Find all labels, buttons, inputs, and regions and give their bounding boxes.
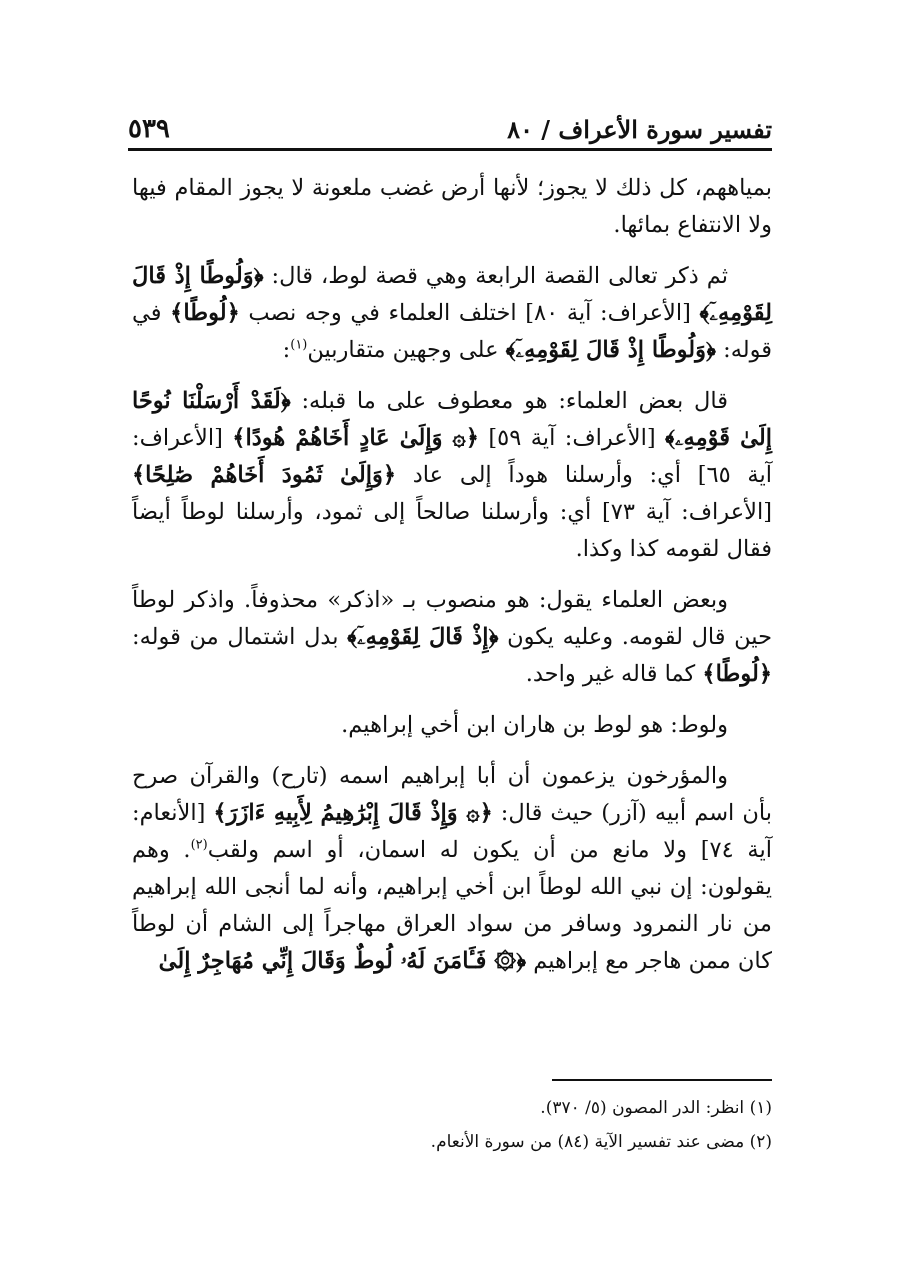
footnote-rule [552, 1079, 772, 1081]
paragraph-text: ولوط: هو لوط بن هاران ابن أخي إبراهيم. [341, 712, 728, 738]
paragraph-text: بدل اشتمال من قوله: [132, 624, 348, 650]
paragraph [132, 383, 772, 568]
quran-quote: ﴿وَإِلَىٰ ثَمُودَ أَخَاهُمْ صَٰلِحًا﴾ [132, 462, 397, 488]
paragraph-text: ثم ذكر تعالى القصة الرابعة وهي قصة لوط، قال: [263, 263, 728, 289]
paragraph-text: [الأعراف: آية ٧٣] أي: وأرسلنا صالحاً إلى ثمود، وأرسلنا لوطاً أيضاً فقال لقومه كذا وكذا. [132, 499, 772, 562]
paragraph-text: . وهم يقولون: إن نبي الله لوطاً ابن أخي إبراهيم، وأنه لما أنجى الله إبراهيم من نار النمرود وسافر من سواد العراق مهاجراً إلى الشام أن لوطاً كان ممن هاجر مع إبراهيم [132, 837, 772, 974]
quran-quote: ﴿لُوطًا﴾ [170, 300, 240, 326]
quran-quote: ﴿وَلُوطًا إِذْ قَالَ لِقَوْمِهِۦٓ﴾ [132, 263, 773, 326]
paragraph-text: : [282, 337, 291, 363]
paragraph-text: بمياههم، كل ذلك لا يجوز؛ لأنها أرض غضب ملعونة لا يجوز المقام فيها ولا الانتفاع بمائها. [132, 175, 772, 238]
paragraph-text: وبعض العلماء يقول: هو منصوب بـ «اذكر» محذوفاً. واذكر لوطاً حين قال لقومه. وعليه يكون [132, 587, 772, 650]
quran-quote: ﴿إِذْ قَالَ لِقَوْمِهِۦٓ﴾ [347, 624, 499, 650]
paragraph-text: والمؤرخون يزعمون أن أبا إبراهيم اسمه (تارح) والقرآن صرح بأن اسم أبيه (آزر) حيث قال: [132, 763, 772, 826]
paragraph-text: [الأعراف: آية ٨٠] اختلف العلماء في وجه نصب [239, 300, 700, 326]
header-rule [128, 148, 772, 151]
footnote-ref: (١) [290, 337, 308, 353]
paragraph [132, 582, 772, 693]
footnote-ref: (٢) [190, 837, 208, 853]
footnote [132, 1125, 772, 1159]
paragraph [132, 707, 772, 744]
quran-quote: ﴿۞ فَـَٔامَنَ لَهُۥ لُوطٌ وَقَالَ إِنِّي مُهَاجِرٌ إِلَىٰ [158, 948, 527, 974]
paragraph-text: [الأنعام: آية ٧٤] ولا مانع من أن يكون له اسمان، أو اسم ولقب [132, 800, 772, 863]
paragraph-text: قال بعض العلماء: هو معطوف على ما قبله: [290, 388, 728, 414]
footnotes [132, 1091, 772, 1159]
paragraph [132, 758, 772, 980]
page-number: ٥٣٩ [128, 114, 170, 144]
footnote-text: انظر: الدر المصون (٥/ ٣٧٠). [540, 1098, 745, 1118]
body-text [132, 170, 772, 994]
paragraph-text: كما قاله غير واحد. [525, 661, 703, 687]
paragraph-text: [الأعراف: آية ٥٩] [478, 425, 666, 451]
footnote-number: (١) [749, 1098, 772, 1118]
quran-quote: ﴿وَلُوطًا إِذْ قَالَ لِقَوْمِهِۦٓ﴾ [505, 337, 716, 363]
paragraph [132, 170, 772, 244]
paragraph [132, 258, 772, 369]
footnote [132, 1091, 772, 1125]
paragraph-text: في قوله: [132, 300, 772, 363]
footnote-text: مضى عند تفسير الآية (٨٤) من سورة الأنعام. [430, 1132, 745, 1152]
quran-quote: ﴿۞ وَإِلَىٰ عَادٍ أَخَاهُمْ هُودًا﴾ [232, 425, 479, 451]
quran-quote: ﴿لَقَدْ أَرْسَلْنَا نُوحًا إِلَىٰ قَوْمِهِۦ﴾ [132, 388, 773, 451]
paragraph-text: على وجهين متقاربين [307, 337, 506, 363]
running-header [128, 108, 772, 150]
paragraph-text: [الأعراف: آية ٦٥] أي: وأرسلنا هوداً إلى عاد [132, 425, 773, 488]
footnote-number: (٢) [749, 1132, 772, 1152]
running-title: تفسير سورة الأعراف / ٨٠ [507, 114, 772, 144]
quran-quote: ﴿لُوطًا﴾ [702, 661, 772, 687]
quran-quote: ﴿۞ وَإِذْ قَالَ إِبْرَٰهِيمُ لِأَبِيهِ ءَازَرَ﴾ [213, 800, 493, 826]
